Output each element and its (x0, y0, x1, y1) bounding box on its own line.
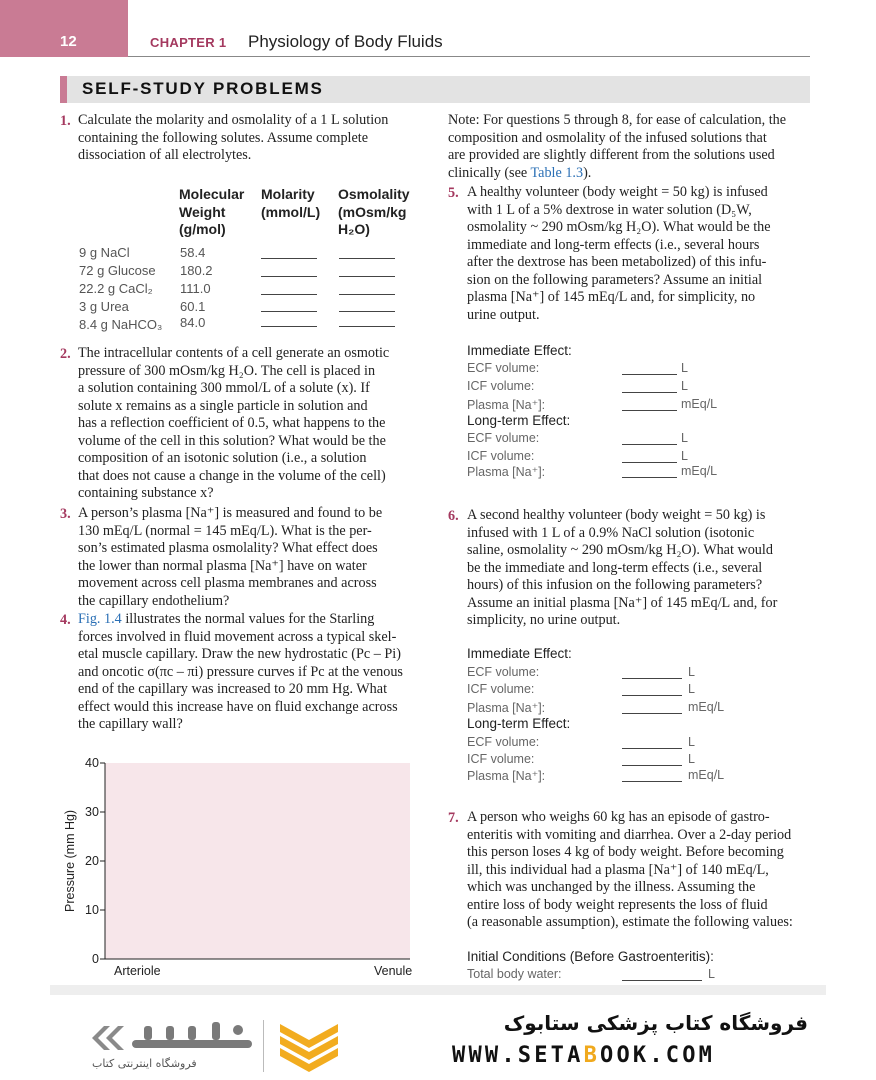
header-line: Weight (179, 203, 226, 220)
question-number: 4. (60, 612, 71, 628)
table-header-osmolality (338, 186, 410, 239)
table-solute: 22.2 g CaCl₂ (79, 281, 153, 296)
question-number: 6. (448, 508, 459, 524)
header-line: (mOsm/kg (338, 203, 407, 220)
question-4-text (78, 611, 403, 734)
y-axis-label: Pressure (mm Hg) (63, 809, 77, 912)
plasma-na-label: Plasma [Na⁺]: (467, 398, 546, 412)
book-stack-icon (276, 1020, 342, 1074)
text-line: Assume an initial plasma [Na⁺] of 145 mEq/L and, for (467, 594, 778, 611)
answer-blank[interactable] (622, 713, 682, 714)
answer-blank[interactable] (622, 678, 682, 679)
answer-blank[interactable] (261, 326, 317, 327)
ecf-volume-label: ECF volume: (467, 665, 540, 679)
text-line: son’s estimated plasma osmolality? What effect does (78, 540, 378, 556)
table-header-mw (179, 186, 244, 239)
unit-label: L (681, 431, 688, 445)
url-part: OOK.COM (600, 1043, 716, 1068)
table-solute: 9 g NaCl (79, 245, 130, 260)
page-number: 12 (60, 33, 77, 50)
text-line: forces involved in fluid movement across a typical skel- (78, 628, 397, 645)
question-number: 3. (60, 506, 71, 522)
text-line: this person loses 4 kg of body weight. Before becoming (467, 844, 784, 860)
pressure-graph (100, 758, 420, 968)
plasma-na-label: Plasma [Na⁺]: (467, 465, 546, 479)
icf-volume-label: ICF volume: (467, 379, 535, 393)
question-5-text (467, 184, 771, 324)
text-line: dissociation of all electrolytes. (78, 147, 252, 163)
table-header-molarity (261, 186, 320, 221)
y-tick-label: 30 (85, 805, 99, 819)
text-line: enteritis with vomiting and diarrhea. Over a 2-day period (467, 826, 792, 843)
table-mw: 84.0 (180, 315, 206, 330)
answer-blank[interactable] (339, 294, 395, 295)
text-line: sion on the following parameters? Assume an initial (467, 271, 763, 288)
text-line: effect would this increase have on fluid exchange across (78, 698, 398, 715)
y-tick-label: 0 (92, 952, 99, 966)
url-part: WWW.SETA (452, 1043, 584, 1068)
text-line: illustrates the normal values for the Starling (121, 611, 375, 627)
text-line: urine output. (467, 306, 540, 323)
text-line: that does not cause a change in the volume of the cell) (78, 467, 386, 484)
text-line: entire loss of body weight represents the loss of fluid (467, 896, 768, 913)
text-line: composition of an isotonic solution (i.e., a solution (78, 450, 367, 466)
long-term-effect-heading: Long-term Effect: (467, 716, 571, 731)
text-line: composition and osmolality of the infused solutions that (448, 129, 767, 146)
text-line: A second healthy volunteer (body weight = 50 kg) is (467, 507, 766, 523)
question-number: 7. (448, 810, 459, 826)
unit-label: L (688, 752, 695, 766)
answer-blank[interactable] (261, 311, 317, 312)
text-line: the lower than normal plasma [Na⁺] have on water (78, 557, 367, 574)
text-line: hours) of this infusion on the following parameters? (467, 577, 763, 593)
text-line: with 1 L of a 5% dextrose in water solution (D₅W, (467, 201, 752, 218)
unit-label: L (688, 682, 695, 696)
ecf-volume-label: ECF volume: (467, 431, 540, 445)
text-line: A healthy volunteer (body weight = 50 kg) is infused (467, 184, 768, 200)
chapter-title: Physiology of Body Fluids (248, 32, 443, 51)
plasma-na-label: Plasma [Na⁺]: (467, 701, 546, 715)
text-line: ). (583, 164, 592, 181)
table-solute: 72 g Glucose (79, 263, 156, 278)
setabook-logo-icon (88, 1018, 260, 1058)
header-line: (mmol/L) (261, 203, 321, 220)
answer-blank[interactable] (339, 276, 395, 277)
answer-blank[interactable] (622, 462, 677, 463)
question-2-text (78, 345, 389, 503)
total-body-water-label: Total body water: (467, 967, 562, 981)
unit-label: L (708, 967, 715, 981)
answer-blank[interactable] (339, 326, 395, 327)
text-line: A person’s plasma [Na⁺] is measured and found to be (78, 505, 383, 521)
text-line: immediate and long-term effects (i.e., several hours (467, 236, 760, 253)
graph-plot-area (105, 763, 410, 959)
text-line: end of the capillary was increased to 20 mm Hg. What (78, 681, 388, 697)
answer-blank[interactable] (339, 258, 395, 259)
unit-label: mEq/L (681, 464, 718, 478)
answer-blank[interactable] (261, 294, 317, 295)
unit-label: L (681, 449, 688, 463)
text-line: the capillary endothelium? (78, 592, 230, 609)
unit-label: L (688, 735, 695, 749)
question-1-text (78, 112, 388, 165)
ecf-volume-label: ECF volume: (467, 735, 540, 749)
answer-blank[interactable] (622, 980, 702, 981)
footer-divider (263, 1020, 264, 1072)
text-line: clinically (see (448, 164, 531, 181)
ecf-volume-label: ECF volume: (467, 361, 540, 375)
text-line: A person who weighs 60 kg has an episode of gastro- (467, 809, 770, 825)
text-line: plasma [Na⁺] of 145 mEq/L and, for simplicity, no (467, 289, 756, 305)
answer-blank[interactable] (622, 374, 677, 375)
store-name: فروشگاه کتاب پزشکی ستابوک (503, 1011, 808, 1035)
question-7-text (467, 809, 793, 932)
text-line: and oncotic σ(πc – πi) pressure curves if Pc at the venous (78, 663, 403, 680)
text-line: a solution containing 300 mmol/L of a solute (x). If (78, 380, 370, 396)
y-tick-label: 10 (85, 903, 99, 917)
answer-blank[interactable] (622, 748, 682, 749)
text-line: saline, osmolality ~ 290 mOsm/kg H₂O). What would (467, 542, 773, 558)
answer-blank[interactable] (622, 477, 677, 478)
header-line: (g/mol) (179, 221, 226, 237)
table-mw: 58.4 (180, 245, 206, 260)
unit-label: mEq/L (688, 768, 725, 782)
text-line: the capillary wall? (78, 716, 183, 732)
question-number: 5. (448, 185, 459, 201)
header-line: Molecular (179, 186, 245, 202)
table-solute: 3 g Urea (79, 299, 129, 314)
y-tick-label: 40 (85, 756, 99, 770)
text-line: containing the following solutes. Assume complete (78, 129, 369, 146)
answer-blank[interactable] (622, 410, 677, 411)
icf-volume-label: ICF volume: (467, 449, 535, 463)
note-text (448, 112, 786, 182)
long-term-effect-heading: Long-term Effect: (467, 413, 571, 428)
header-line: Osmolality (338, 186, 410, 202)
text-line: movement across cell plasma membranes and across (78, 575, 377, 591)
text-line: containing substance x? (78, 485, 214, 501)
text-line: has a reflection coefficient of 0.5, what happens to the (78, 415, 386, 431)
text-line: which was unchanged by the illness. Assuming the (467, 879, 756, 895)
section-title: SELF-STUDY PROBLEMS (82, 79, 324, 98)
question-3-text (78, 505, 382, 610)
text-line: volume of the cell in this solution? What would be the (78, 432, 386, 449)
text-line: (a reasonable assumption), estimate the following values: (467, 914, 793, 930)
text-line: infused with 1 L of a 0.9% NaCl solution (isotonic (467, 524, 755, 541)
answer-blank[interactable] (622, 781, 682, 782)
text-line: be the immediate and long-term effects (i.e., several (467, 559, 763, 576)
logo-subtitle: فروشگاه اینترنتی کتاب (92, 1057, 197, 1070)
banner-accent (60, 76, 67, 103)
header-rule (128, 56, 810, 57)
answer-blank[interactable] (622, 444, 677, 445)
unit-label: L (681, 379, 688, 393)
unit-label: L (681, 361, 688, 375)
text-line: 130 mEq/L (normal = 145 mEq/L). What is the per- (78, 522, 372, 539)
icf-volume-label: ICF volume: (467, 682, 535, 696)
unit-label: L (688, 665, 695, 679)
text-line: The intracellular contents of a cell generate an osmotic (78, 345, 390, 361)
header-line: H₂O) (338, 221, 370, 237)
text-line: pressure of 300 mOsm/kg H₂O. The cell is placed in (78, 362, 376, 379)
unit-label: mEq/L (681, 397, 718, 411)
text-line: Calculate the molarity and osmolality of a 1 L solution (78, 112, 389, 128)
question-6-text (467, 507, 777, 630)
header-line: Molarity (261, 186, 315, 202)
answer-blank[interactable] (622, 392, 677, 393)
immediate-effect-heading: Immediate Effect: (467, 646, 572, 661)
answer-blank[interactable] (622, 765, 682, 766)
table-mw: 60.1 (180, 299, 206, 314)
initial-conditions-heading: Initial Conditions (Before Gastroenteritis): (467, 949, 714, 964)
text-line: Note: For questions 5 through 8, for ease of calculation, the (448, 112, 787, 128)
text-line: are provided are slightly different from the solutions used (448, 147, 775, 163)
page-bottom-strip (50, 985, 826, 995)
answer-blank[interactable] (339, 311, 395, 312)
text-line: simplicity, no urine output. (467, 612, 621, 628)
answer-blank[interactable] (622, 695, 682, 696)
text-line: ill, this individual had a plasma [Na⁺] of 140 mEq/L, (467, 861, 769, 878)
section-banner (60, 76, 810, 103)
text-line: solute x remains as a single particle in solution and (78, 397, 368, 414)
url-accent: B (583, 1043, 601, 1068)
plasma-na-label: Plasma [Na⁺]: (467, 769, 546, 783)
x-label-right: Venule (374, 964, 413, 978)
immediate-effect-heading: Immediate Effect: (467, 343, 572, 358)
question-number: 1. (60, 113, 71, 129)
icf-volume-label: ICF volume: (467, 752, 535, 766)
x-label-left: Arteriole (114, 964, 161, 978)
answer-blank[interactable] (261, 276, 317, 277)
store-url[interactable] (452, 1043, 715, 1068)
text-line: osmolality ~ 290 mOsm/kg H₂O). What would be the (467, 219, 771, 235)
y-tick-label: 20 (85, 854, 99, 868)
text-line: etal muscle capillary. Draw the new hydrostatic (Pc – Pi) (78, 646, 401, 662)
table-solute: 8.4 g NaHCO₃ (79, 317, 163, 332)
table-link[interactable]: Table 1.3 (530, 164, 584, 181)
answer-blank[interactable] (261, 258, 317, 259)
chapter-label: CHAPTER 1 (150, 35, 227, 50)
figure-link[interactable]: Fig. 1.4 (78, 611, 122, 627)
unit-label: mEq/L (688, 700, 725, 714)
table-mw: 180.2 (180, 263, 213, 278)
question-number: 2. (60, 346, 71, 362)
text-line: after the dextrose has been metabolized) of this infu- (467, 254, 767, 270)
table-mw: 111.0 (180, 281, 211, 296)
